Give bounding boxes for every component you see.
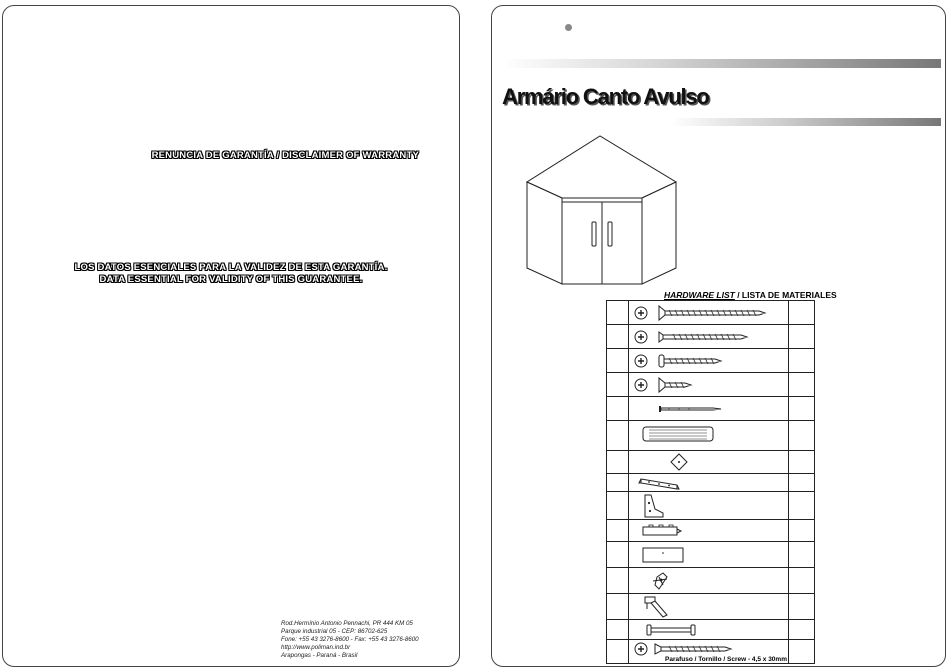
pan-head-screw-icon (629, 350, 789, 372)
code-cell (607, 640, 629, 664)
quantity-cell (789, 520, 815, 542)
long-screw-icon (629, 326, 789, 348)
table-row (607, 542, 815, 568)
nail-icon (629, 398, 789, 420)
address-line: Rod.Hermínio Antonio Pennachi, PR 444 KM 05 (281, 620, 413, 627)
quantity-cell (789, 542, 815, 568)
quantity-cell (789, 301, 815, 325)
code-cell (607, 373, 629, 397)
table-row (607, 421, 815, 451)
hinge-icon (629, 569, 789, 593)
hardware-table (606, 300, 815, 664)
table-row (607, 397, 815, 421)
short-screw-icon (629, 374, 789, 396)
image-cell (629, 301, 789, 325)
table-row (607, 451, 815, 474)
quantity-cell (789, 474, 815, 492)
image-cell (629, 640, 789, 664)
code-cell (607, 349, 629, 373)
code-cell (607, 421, 629, 451)
screw-caption: Parafuso / Tornillo / Screw - 4,5 x 30mm (665, 656, 787, 663)
quantity-cell (789, 421, 815, 451)
code-cell (607, 474, 629, 492)
quantity-cell (789, 451, 815, 474)
table-row (607, 349, 815, 373)
image-cell (629, 451, 789, 474)
code-cell (607, 620, 629, 640)
quantity-cell (789, 349, 815, 373)
corner-cabinet-drawing (526, 134, 686, 286)
code-cell (607, 397, 629, 421)
essential-data-line2: DATA ESSENTIAL FOR VALIDITY OF THIS GUARANTEE. (99, 274, 363, 285)
left-page (2, 5, 460, 667)
address-line: Parque industrial 05 - CEP: 86702-625 (281, 628, 388, 635)
quantity-cell (789, 640, 815, 664)
code-cell (607, 325, 629, 349)
image-cell (629, 594, 789, 620)
l-bracket-icon (629, 493, 789, 519)
image-cell (629, 373, 789, 397)
address-line: Arapongas - Paraná - Brasil (281, 652, 358, 659)
table-row (607, 520, 815, 542)
connector-bolt-icon (629, 621, 789, 639)
code-cell (607, 451, 629, 474)
quantity-cell (789, 620, 815, 640)
code-cell (607, 520, 629, 542)
hardware-list-title-es: / LISTA DE MATERIALES (734, 290, 837, 300)
table-row (607, 568, 815, 594)
hardware-list-title-en: HARDWARE LIST (664, 290, 735, 300)
top-gradient-bar (501, 59, 941, 68)
image-cell (629, 474, 789, 492)
header-dot (565, 24, 572, 31)
image-cell (629, 520, 789, 542)
hardware-list-title (664, 290, 837, 300)
quantity-cell (789, 594, 815, 620)
image-cell (629, 620, 789, 640)
right-page (491, 5, 946, 667)
table-row (607, 640, 815, 664)
image-cell (629, 421, 789, 451)
company-address (281, 620, 419, 660)
table-row (607, 301, 815, 325)
quantity-cell (789, 325, 815, 349)
image-cell (629, 397, 789, 421)
image-cell (629, 568, 789, 594)
table-row (607, 594, 815, 620)
wooden-dowel-icon (629, 422, 789, 450)
quantity-cell (789, 397, 815, 421)
table-row (607, 325, 815, 349)
metal-bracket-icon (629, 475, 789, 491)
product-title: Armário Canto Avulso (502, 84, 709, 109)
disclaimer-heading: RENUNCIA DE GARANTÍA / DISCLAIMER OF WARRANTY (151, 150, 419, 161)
address-line: http://www.poliman.ind.br (281, 644, 351, 651)
image-cell (629, 542, 789, 568)
long-flat-head-screw-icon (629, 302, 789, 324)
image-cell (629, 492, 789, 520)
table-row (607, 492, 815, 520)
door-hinge-arm-icon (629, 595, 789, 619)
image-cell (629, 349, 789, 373)
code-cell (607, 542, 629, 568)
address-line: Fone: +55 43 3276-8600 - Fax: +55 43 3276-8600 (281, 636, 419, 643)
code-cell (607, 594, 629, 620)
quantity-cell (789, 492, 815, 520)
shelf-support-icon (629, 521, 789, 541)
quantity-cell (789, 373, 815, 397)
code-cell (607, 568, 629, 594)
quantity-cell (789, 568, 815, 594)
cam-lock-icon (629, 452, 789, 473)
table-row (607, 373, 815, 397)
image-cell (629, 325, 789, 349)
essential-data-line1: LOS DATOS ESENCIALES PARA LA VALIDEZ DE ESTA GARANTÍA. (74, 262, 388, 273)
title-gradient-bar (670, 118, 941, 126)
code-cell (607, 492, 629, 520)
rectangular-plate-icon (629, 543, 789, 567)
table-row (607, 474, 815, 492)
table-row (607, 620, 815, 640)
code-cell (607, 301, 629, 325)
